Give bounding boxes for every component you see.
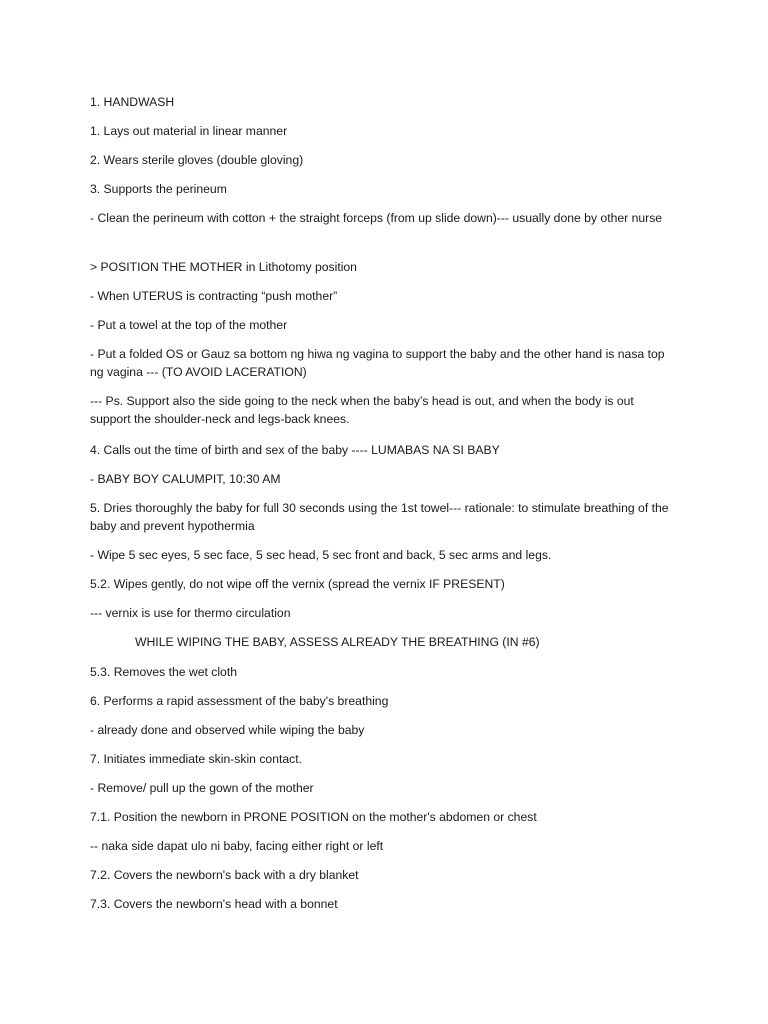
note-remove-gown: - Remove/ pull up the gown of the mother — [90, 781, 314, 795]
step-covers-back: 7.2. Covers the newborn's back with a dry blanket — [90, 868, 359, 882]
note-wipe-sequence: - Wipe 5 sec eyes, 5 sec face, 5 sec head, 5 sec front and back, 5 sec arms and legs. — [90, 548, 552, 562]
step-supports-perineum: 3. Supports the perineum — [90, 182, 227, 196]
note-assess-breathing: WHILE WIPING THE BABY, ASSESS ALREADY THE BREATHING (IN #6) — [135, 635, 540, 649]
note-baby-boy: - BABY BOY CALUMPIT, 10:30 AM — [90, 472, 281, 486]
step-position-newborn: 7.1. Position the newborn in PRONE POSITION on the mother's abdomen or chest — [90, 810, 537, 824]
step-rapid-assessment: 6. Performs a rapid assessment of the baby's breathing — [90, 694, 389, 708]
note-vernix: --- vernix is use for thermo circulation — [90, 606, 291, 620]
step-wipes-gently: 5.2. Wipes gently, do not wipe off the vernix (spread the vernix IF PRESENT) — [90, 577, 505, 591]
note-folded-os-gauz: - Put a folded OS or Gauz sa bottom ng hiwa ng vagina to support the baby and the other hand is nasa top ng vagina --- (TO AVOID LACERATION) — [90, 347, 665, 379]
step-handwash: 1. HANDWASH — [90, 95, 175, 109]
step-covers-head: 7.3. Covers the newborn's head with a bonnet — [90, 897, 338, 911]
note-already-done: - already done and observed while wiping the baby — [90, 723, 365, 737]
note-put-towel: - Put a towel at the top of the mother — [90, 318, 288, 332]
note-support-side: --- Ps. Support also the side going to the neck when the baby’s head is out, and when the body is out support the shoulder-neck and legs-back knees. — [90, 394, 634, 426]
note-clean-perineum: - Clean the perineum with cotton + the straight forceps (from up slide down)--- usually done by other nurse — [90, 211, 663, 225]
step-skin-skin-contact: 7. Initiates immediate skin-skin contact. — [90, 752, 303, 766]
note-position-mother: > POSITION THE MOTHER in Lithotomy position — [90, 260, 357, 274]
step-wears-sterile-gloves: 2. Wears sterile gloves (double gloving) — [90, 153, 304, 167]
step-calls-out-time: 4. Calls out the time of birth and sex of the baby ---- LUMABAS NA SI BABY — [90, 443, 500, 457]
step-dries-baby: 5. Dries thoroughly the baby for full 30 seconds using the 1st towel--- rationale: to stimulate breathing of the baby and prevent hypothermia — [90, 501, 669, 533]
step-removes-wet-cloth: 5.3. Removes the wet cloth — [90, 665, 237, 679]
note-naka-side: -- naka side dapat ulo ni baby, facing either right or left — [90, 839, 384, 853]
note-uterus-contracting: - When UTERUS is contracting “push mother” — [90, 289, 338, 303]
step-lays-out-material: 1. Lays out material in linear manner — [90, 124, 288, 138]
